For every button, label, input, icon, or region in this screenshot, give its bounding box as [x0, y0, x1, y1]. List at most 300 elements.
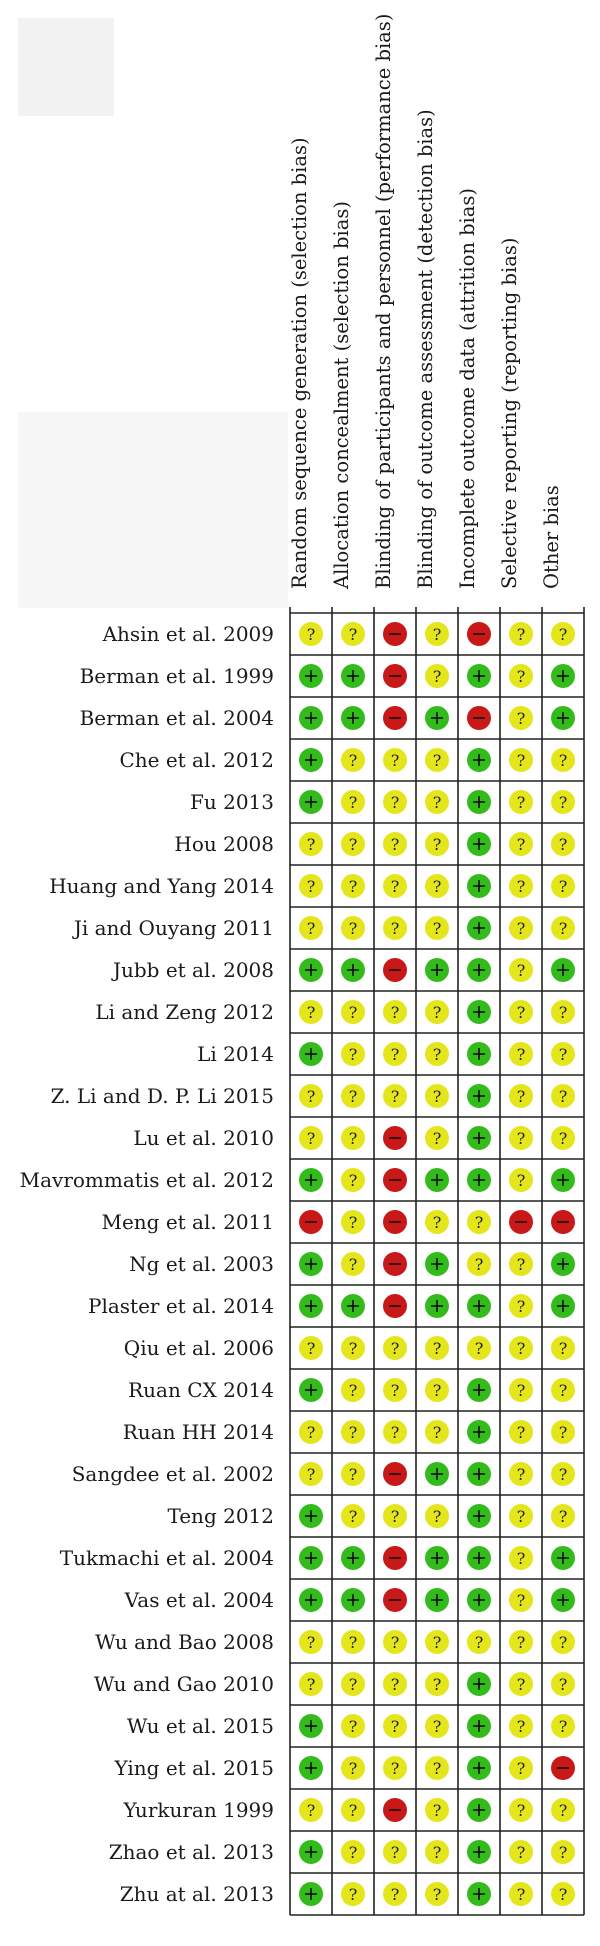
rating-mark [467, 706, 491, 730]
rating-mark [341, 1000, 365, 1024]
study-label: Qiu et al. 2006 [123, 1336, 274, 1360]
rating-mark [509, 1294, 533, 1318]
rating-mark [509, 1756, 533, 1780]
rating-mark [299, 1462, 323, 1486]
rating-mark [467, 1798, 491, 1822]
rating-mark [341, 874, 365, 898]
unclear-symbol: ? [390, 919, 400, 938]
unclear-symbol: ? [432, 1633, 442, 1652]
unclear-symbol: ? [390, 1885, 400, 1904]
unclear-symbol: ? [516, 1339, 526, 1358]
unclear-symbol: ? [516, 1675, 526, 1694]
rating-mark [467, 1462, 491, 1486]
unclear-symbol: ? [306, 877, 316, 896]
rating-mark [551, 1672, 575, 1696]
rating-mark [341, 916, 365, 940]
unclear-symbol: ? [516, 1717, 526, 1736]
unclear-symbol: ? [348, 1339, 358, 1358]
rating-mark [299, 958, 323, 982]
rating-mark [299, 1168, 323, 1192]
rating-mark [467, 1504, 491, 1528]
study-label: Ahsin et al. 2009 [102, 622, 274, 646]
rating-mark [425, 622, 449, 646]
rating-mark [299, 622, 323, 646]
unclear-symbol: ? [390, 877, 400, 896]
rating-mark [383, 1882, 407, 1906]
unclear-symbol: ? [306, 1801, 316, 1820]
unclear-symbol: ? [390, 1381, 400, 1400]
unclear-symbol: ? [558, 1885, 568, 1904]
rating-mark [551, 1798, 575, 1822]
rating-mark [299, 1672, 323, 1696]
rating-mark [467, 748, 491, 772]
rating-mark [383, 790, 407, 814]
rating-mark [383, 1588, 407, 1612]
unclear-symbol: ? [516, 1549, 526, 1568]
study-label: Yurkuran 1999 [123, 1798, 274, 1822]
rating-mark [299, 1084, 323, 1108]
rating-mark [383, 1000, 407, 1024]
unclear-symbol: ? [432, 835, 442, 854]
unclear-symbol: ? [390, 1003, 400, 1022]
unclear-symbol: ? [390, 1087, 400, 1106]
rating-mark [299, 1420, 323, 1444]
rating-mark [551, 1042, 575, 1066]
rating-mark [383, 748, 407, 772]
unclear-symbol: ? [432, 877, 442, 896]
rating-mark [383, 1630, 407, 1654]
rating-mark [341, 1462, 365, 1486]
rating-mark [467, 1336, 491, 1360]
rating-mark [383, 622, 407, 646]
rating-mark [299, 1000, 323, 1024]
unclear-symbol: ? [558, 1045, 568, 1064]
rating-mark [383, 1756, 407, 1780]
unclear-symbol: ? [516, 667, 526, 686]
rating-mark [509, 1252, 533, 1276]
unclear-symbol: ? [516, 1255, 526, 1274]
rating-mark [509, 1672, 533, 1696]
study-label: Tukmachi et al. 2004 [59, 1546, 274, 1570]
rating-mark [551, 1630, 575, 1654]
unclear-symbol: ? [516, 1381, 526, 1400]
unclear-symbol: ? [306, 1129, 316, 1148]
rating-mark [425, 1462, 449, 1486]
unclear-symbol: ? [348, 1171, 358, 1190]
rating-mark [299, 664, 323, 688]
rating-mark [341, 790, 365, 814]
rating-mark [341, 622, 365, 646]
column-header: Random sequence generation (selection bias) [288, 136, 311, 589]
rating-mark [341, 1084, 365, 1108]
rating-mark [383, 1462, 407, 1486]
unclear-symbol: ? [558, 793, 568, 812]
rating-mark [551, 916, 575, 940]
rating-mark [383, 916, 407, 940]
unclear-symbol: ? [558, 1675, 568, 1694]
rating-mark [551, 1126, 575, 1150]
rating-mark [425, 1084, 449, 1108]
rating-mark [467, 1000, 491, 1024]
rating-mark [383, 1504, 407, 1528]
study-label: Ng et al. 2003 [129, 1252, 274, 1276]
unclear-symbol: ? [348, 1507, 358, 1526]
rating-mark [341, 1840, 365, 1864]
unclear-symbol: ? [558, 1507, 568, 1526]
unclear-symbol: ? [306, 1633, 316, 1652]
rating-mark [551, 706, 575, 730]
rating-mark [509, 874, 533, 898]
unclear-symbol: ? [474, 1213, 484, 1232]
rating-mark [509, 1714, 533, 1738]
rating-mark [425, 1336, 449, 1360]
unclear-symbol: ? [348, 1129, 358, 1148]
unclear-symbol: ? [516, 1423, 526, 1442]
column-header: Blinding of outcome assessment (detection bias) [414, 108, 437, 589]
rating-mark [383, 1210, 407, 1234]
unclear-symbol: ? [390, 1339, 400, 1358]
unclear-symbol: ? [348, 625, 358, 644]
unclear-symbol: ? [348, 1843, 358, 1862]
rating-mark [299, 916, 323, 940]
unclear-symbol: ? [516, 1885, 526, 1904]
unclear-symbol: ? [348, 1465, 358, 1484]
study-label: Meng et al. 2011 [101, 1210, 274, 1234]
unclear-symbol: ? [516, 1843, 526, 1862]
rating-mark [509, 1546, 533, 1570]
unclear-symbol: ? [516, 877, 526, 896]
unclear-symbol: ? [390, 1423, 400, 1442]
rating-mark [425, 1588, 449, 1612]
unclear-symbol: ? [516, 709, 526, 728]
unclear-symbol: ? [474, 1339, 484, 1358]
study-label: Jubb et al. 2008 [112, 958, 274, 982]
unclear-symbol: ? [432, 1759, 442, 1778]
unclear-symbol: ? [558, 1339, 568, 1358]
rating-mark [467, 664, 491, 688]
unclear-symbol: ? [348, 1213, 358, 1232]
rating-mark [341, 1168, 365, 1192]
rating-mark [509, 1336, 533, 1360]
rating-mark [509, 916, 533, 940]
rating-mark [509, 832, 533, 856]
unclear-symbol: ? [390, 1717, 400, 1736]
rating-mark [383, 1714, 407, 1738]
unclear-symbol: ? [474, 1633, 484, 1652]
unclear-symbol: ? [432, 1717, 442, 1736]
rating-mark [425, 1630, 449, 1654]
rating-mark [551, 1336, 575, 1360]
rating-mark [551, 1252, 575, 1276]
rating-mark [425, 1042, 449, 1066]
unclear-symbol: ? [306, 1087, 316, 1106]
rating-mark [299, 748, 323, 772]
unclear-symbol: ? [516, 751, 526, 770]
rating-mark [551, 958, 575, 982]
column-header: Allocation concealment (selection bias) [330, 200, 353, 589]
unclear-symbol: ? [558, 919, 568, 938]
study-label: Wu and Bao 2008 [95, 1630, 274, 1654]
unclear-symbol: ? [558, 1381, 568, 1400]
unclear-symbol: ? [516, 625, 526, 644]
unclear-symbol: ? [348, 1087, 358, 1106]
unclear-symbol: ? [558, 877, 568, 896]
rating-mark [467, 1084, 491, 1108]
unclear-symbol: ? [306, 919, 316, 938]
study-label: Berman et al. 1999 [79, 664, 274, 688]
rating-mark [425, 1210, 449, 1234]
unclear-symbol: ? [558, 1633, 568, 1652]
unclear-symbol: ? [432, 793, 442, 812]
rating-mark [467, 1882, 491, 1906]
unclear-symbol: ? [558, 835, 568, 854]
rating-mark [425, 1168, 449, 1192]
rating-mark [299, 1714, 323, 1738]
rating-mark [509, 958, 533, 982]
rating-mark [509, 1168, 533, 1192]
rating-mark [383, 1168, 407, 1192]
rating-mark [425, 1546, 449, 1570]
rating-mark [509, 1504, 533, 1528]
study-label: Berman et al. 2004 [79, 706, 274, 730]
rating-mark [509, 1462, 533, 1486]
unclear-symbol: ? [432, 625, 442, 644]
rating-mark [341, 1672, 365, 1696]
unclear-symbol: ? [558, 751, 568, 770]
rating-mark [467, 1672, 491, 1696]
unclear-symbol: ? [306, 1423, 316, 1442]
unclear-symbol: ? [390, 1633, 400, 1652]
unclear-symbol: ? [432, 1801, 442, 1820]
study-label: Teng 2012 [167, 1504, 274, 1528]
rating-mark [551, 832, 575, 856]
rating-mark [425, 832, 449, 856]
rating-mark [425, 1000, 449, 1024]
unclear-symbol: ? [432, 667, 442, 686]
unclear-symbol: ? [432, 919, 442, 938]
rating-mark [467, 1714, 491, 1738]
rating-mark [551, 874, 575, 898]
rating-mark [383, 1084, 407, 1108]
unclear-symbol: ? [306, 1003, 316, 1022]
unclear-symbol: ? [348, 1675, 358, 1694]
rating-mark [509, 1882, 533, 1906]
rating-mark [467, 1546, 491, 1570]
rating-mark [467, 1126, 491, 1150]
study-label: Che et al. 2012 [119, 748, 274, 772]
rating-mark [551, 1588, 575, 1612]
unclear-symbol: ? [390, 751, 400, 770]
rating-mark [299, 1840, 323, 1864]
rating-mark [341, 1630, 365, 1654]
unclear-symbol: ? [348, 1633, 358, 1652]
rating-mark [551, 1000, 575, 1024]
column-header: Selective reporting (reporting bias) [498, 237, 521, 589]
unclear-symbol: ? [306, 1675, 316, 1694]
rating-mark [467, 790, 491, 814]
study-label: Wu and Gao 2010 [93, 1672, 274, 1696]
rating-mark [467, 958, 491, 982]
unclear-symbol: ? [516, 1507, 526, 1526]
rating-mark [425, 706, 449, 730]
unclear-symbol: ? [348, 1255, 358, 1274]
rating-mark [467, 1042, 491, 1066]
rating-mark [425, 1840, 449, 1864]
rating-mark [551, 1084, 575, 1108]
study-label: Sangdee et al. 2002 [71, 1462, 274, 1486]
rating-mark [299, 1378, 323, 1402]
unclear-symbol: ? [306, 835, 316, 854]
unclear-symbol: ? [558, 1087, 568, 1106]
rating-mark [299, 1756, 323, 1780]
rating-mark [509, 1420, 533, 1444]
rating-mark [341, 706, 365, 730]
unclear-symbol: ? [348, 1381, 358, 1400]
unclear-symbol: ? [516, 1171, 526, 1190]
study-label: Lu et al. 2010 [133, 1126, 274, 1150]
rating-mark [383, 1294, 407, 1318]
rating-mark [383, 664, 407, 688]
unclear-symbol: ? [390, 1843, 400, 1862]
rating-mark [551, 1168, 575, 1192]
rating-mark [341, 1756, 365, 1780]
unclear-symbol: ? [474, 1255, 484, 1274]
rating-mark [551, 748, 575, 772]
rating-mark [551, 1840, 575, 1864]
rating-mark [509, 1084, 533, 1108]
unclear-symbol: ? [348, 751, 358, 770]
rating-mark [341, 1420, 365, 1444]
unclear-symbol: ? [348, 1423, 358, 1442]
unclear-symbol: ? [390, 1759, 400, 1778]
rating-mark [341, 1294, 365, 1318]
rating-mark [509, 1588, 533, 1612]
unclear-symbol: ? [516, 1759, 526, 1778]
rating-mark [425, 958, 449, 982]
rating-mark [341, 1210, 365, 1234]
rating-mark [341, 1504, 365, 1528]
study-label: Mavrommatis et al. 2012 [19, 1168, 274, 1192]
rating-mark [425, 790, 449, 814]
rating-mark [341, 1336, 365, 1360]
rating-mark [383, 1672, 407, 1696]
rating-mark [509, 1210, 533, 1234]
unclear-symbol: ? [432, 1087, 442, 1106]
rating-mark [341, 748, 365, 772]
unclear-symbol: ? [558, 625, 568, 644]
study-label: Li and Zeng 2012 [95, 1000, 274, 1024]
rating-mark [425, 1756, 449, 1780]
rating-mark [551, 1504, 575, 1528]
rating-mark [299, 874, 323, 898]
rating-mark [341, 1126, 365, 1150]
rating-mark [467, 1630, 491, 1654]
rating-mark [299, 1546, 323, 1570]
rating-mark [383, 1798, 407, 1822]
rating-mark [551, 1882, 575, 1906]
unclear-symbol: ? [432, 1885, 442, 1904]
rating-mark [467, 1168, 491, 1192]
study-label: Ruan HH 2014 [122, 1420, 274, 1444]
rating-mark [467, 832, 491, 856]
rating-mark [425, 1420, 449, 1444]
study-label: Ji and Ouyang 2011 [73, 916, 274, 940]
rating-mark [341, 1252, 365, 1276]
rating-mark [467, 1210, 491, 1234]
study-label: Wu et al. 2015 [126, 1714, 274, 1738]
study-label: Ruan CX 2014 [128, 1378, 274, 1402]
unclear-symbol: ? [558, 1129, 568, 1148]
unclear-symbol: ? [390, 835, 400, 854]
rating-mark [299, 1882, 323, 1906]
rating-mark [299, 1210, 323, 1234]
rating-mark [425, 1672, 449, 1696]
rating-mark [509, 664, 533, 688]
column-header: Incomplete outcome data (attrition bias) [456, 187, 479, 589]
rating-mark [425, 1294, 449, 1318]
rating-mark [425, 916, 449, 940]
unclear-symbol: ? [348, 919, 358, 938]
unclear-symbol: ? [432, 1003, 442, 1022]
unclear-symbol: ? [516, 1129, 526, 1148]
study-label: Ying et al. 2015 [114, 1756, 274, 1780]
rating-mark [425, 748, 449, 772]
unclear-symbol: ? [390, 793, 400, 812]
rating-mark [341, 832, 365, 856]
rating-mark [467, 1252, 491, 1276]
rating-mark [341, 1546, 365, 1570]
rating-mark [425, 664, 449, 688]
rating-mark [509, 1840, 533, 1864]
unclear-symbol: ? [348, 1885, 358, 1904]
rating-mark [341, 1882, 365, 1906]
rating-mark [341, 1378, 365, 1402]
rating-mark [467, 1756, 491, 1780]
study-label: Zhao et al. 2013 [108, 1840, 274, 1864]
rating-mark [299, 1798, 323, 1822]
rating-mark [509, 748, 533, 772]
unclear-symbol: ? [516, 835, 526, 854]
unclear-symbol: ? [516, 1633, 526, 1652]
unclear-symbol: ? [306, 625, 316, 644]
unclear-symbol: ? [432, 1843, 442, 1862]
rating-mark [341, 664, 365, 688]
rating-mark [383, 1126, 407, 1150]
rating-mark [551, 1714, 575, 1738]
rating-mark [467, 1840, 491, 1864]
rating-mark [341, 1042, 365, 1066]
rating-mark [551, 1210, 575, 1234]
rating-mark [509, 790, 533, 814]
rating-mark [551, 1546, 575, 1570]
unclear-symbol: ? [558, 1717, 568, 1736]
rating-mark [383, 1336, 407, 1360]
rating-mark [509, 622, 533, 646]
unclear-symbol: ? [516, 1087, 526, 1106]
unclear-symbol: ? [432, 751, 442, 770]
unclear-symbol: ? [558, 1843, 568, 1862]
rating-mark [299, 706, 323, 730]
rating-mark [299, 832, 323, 856]
rating-mark [383, 832, 407, 856]
rating-mark [383, 1420, 407, 1444]
rating-mark [341, 958, 365, 982]
rating-mark [551, 1378, 575, 1402]
unclear-symbol: ? [348, 1045, 358, 1064]
unclear-symbol: ? [432, 1675, 442, 1694]
rating-mark [551, 664, 575, 688]
rating-mark [299, 1294, 323, 1318]
